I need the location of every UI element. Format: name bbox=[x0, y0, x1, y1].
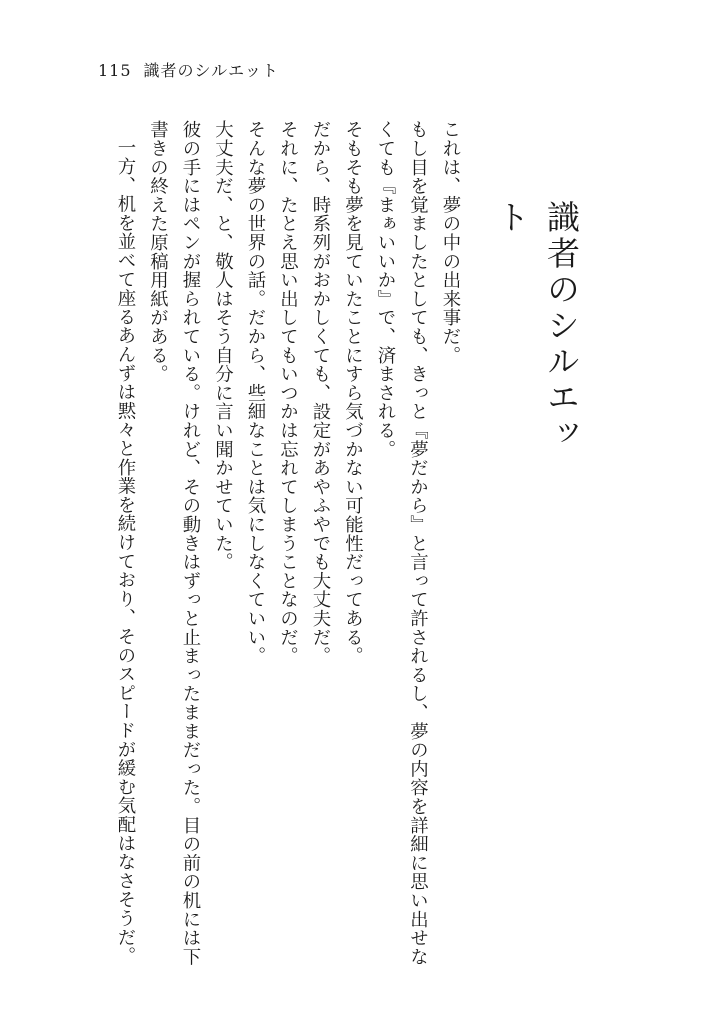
paragraph: そもそも夢を見ていたことにすら気づかない可能性だってある。 bbox=[342, 120, 364, 666]
page-number: 115 bbox=[98, 61, 132, 80]
paragraph: だから、時系列がおかしくても、設定があやふやでも大丈夫だ。 bbox=[310, 120, 331, 666]
chapter-title: 識者のシルエット bbox=[492, 200, 581, 452]
paragraph: これは、夢の中の出来事だ。 bbox=[440, 120, 461, 365]
body-text bbox=[104, 120, 466, 980]
paragraph: それに、たとえ思い出してもいつかは忘れてしまうことなのだ。 bbox=[277, 120, 299, 666]
running-header bbox=[98, 58, 279, 81]
paragraph: そんな夢の世界の話。だから、些細なことは気にしなくていい。 bbox=[245, 120, 266, 666]
paragraph: 彼の手にはペンが握られている。けれど、その動きはずっと止まったままだった。目の前の机には下書きの終えた原稿用紙がある。 bbox=[147, 120, 201, 966]
paragraph: もし目を覚ましたとしても、きっと『夢だから』と言って許されるし、夢の内容を詳細に思い出せなくても『まぁいいか』で、済まされる。 bbox=[375, 120, 429, 966]
running-title: 識者のシルエット bbox=[143, 61, 279, 80]
paragraph: 一方、机を並べて座るあんずは黙々と作業を続けており、そのスピードが緩む気配はなさそうだ。 bbox=[115, 138, 136, 966]
paragraph: 大丈夫だ、と、敬人はそう自分に言い聞かせていた。 bbox=[212, 120, 234, 572]
